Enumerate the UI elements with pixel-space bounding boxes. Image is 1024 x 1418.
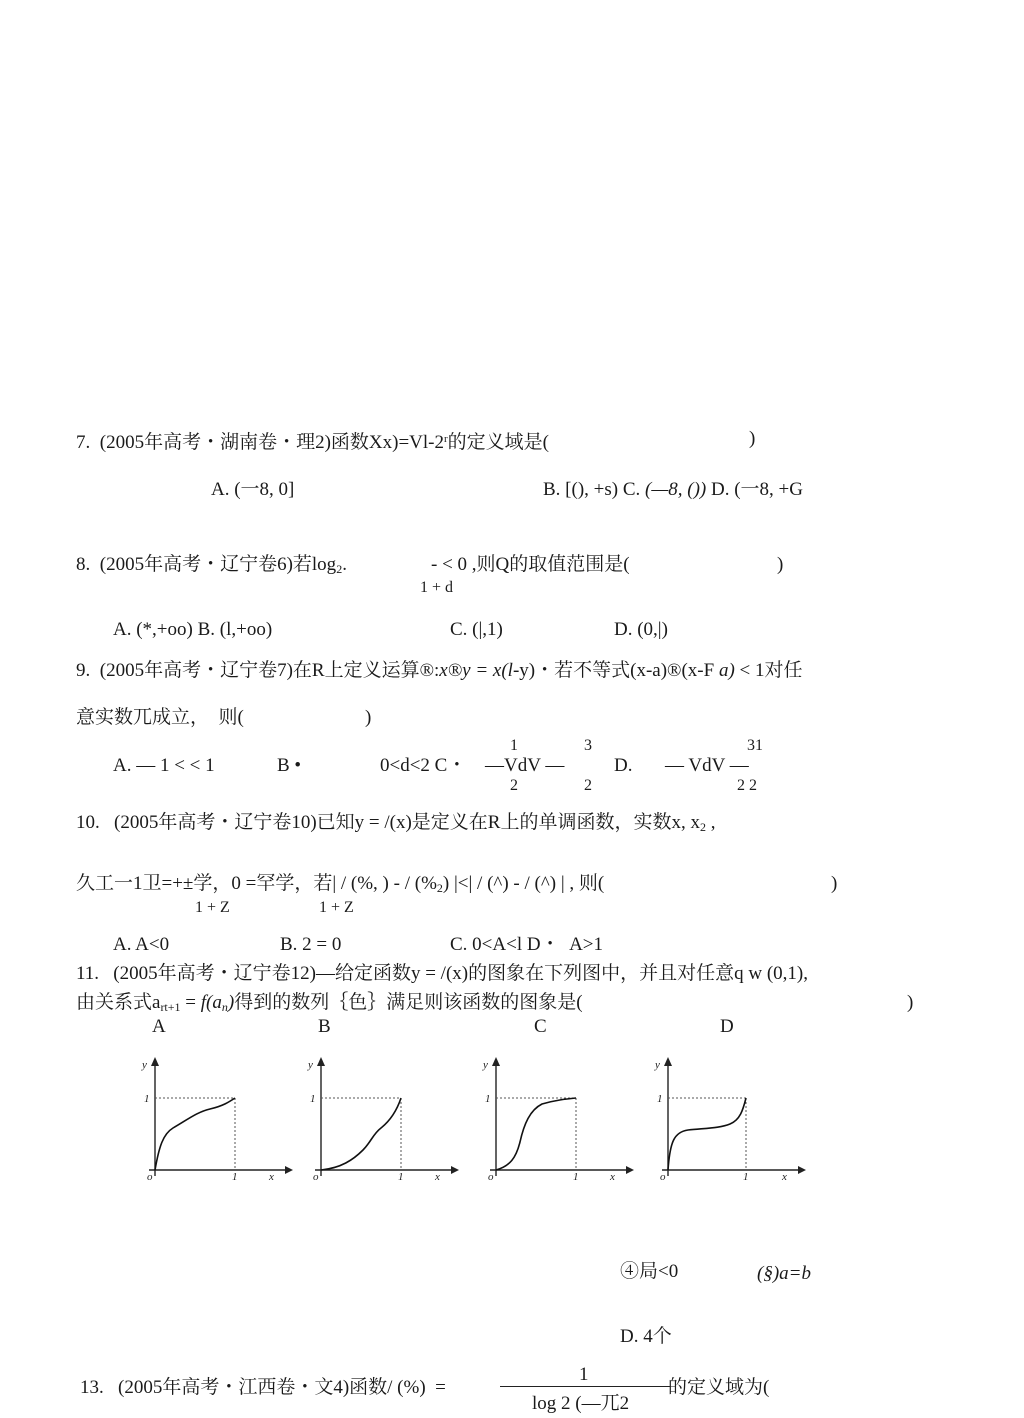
q12-option-d: D. 4个	[620, 1326, 672, 1347]
q8-stem-tail: - < 0 ,则Q的取值范围是(	[431, 554, 630, 575]
q7-stem: 7. (2005年高考・湖南卷・理2)函数$Xx)=Vl-2^r$的定义域是(	[76, 432, 549, 453]
graph-c-one-label: 1	[485, 1093, 491, 1105]
q12-item-5: (§)a=b	[757, 1263, 811, 1284]
q9-frac-top-3: 3	[584, 737, 592, 754]
q9-option-d-label: D.	[614, 755, 633, 776]
q10-option-b: B. 2 = 0	[280, 934, 342, 955]
q9-frac-top-1: 1	[510, 737, 518, 754]
q7-option-a: A. (一8, 0]	[211, 479, 295, 500]
graph-a-x-tick-label: 1	[232, 1171, 238, 1182]
graph-label-a: A	[152, 1016, 166, 1037]
q8-options-ab: A. (*,+oo) B. (l,+oo)	[113, 619, 273, 640]
q10-frac2-denominator: 1 + Z	[319, 899, 354, 916]
q13-stem-tail: 的定义域为(	[668, 1377, 770, 1398]
q8-stem: 8. (2005年高考・辽宁卷6)若$\log_2$.	[76, 554, 347, 576]
q9-option-a: A. — 1 < < 1	[113, 755, 215, 776]
q12-item-4: ④局<0	[620, 1261, 679, 1282]
q9-frac-top-31: 31	[747, 737, 763, 754]
q8-fraction-denominator: 1 + d	[420, 579, 454, 596]
q10-options-cd: C. 0<A<l D・ A>1	[450, 934, 604, 955]
graph-d-y-axis-label: y	[655, 1059, 660, 1071]
graph-d-one-label: 1	[657, 1093, 663, 1105]
graph-b-one-label: 1	[310, 1093, 316, 1105]
graph-b-x-tick-label: 1	[398, 1171, 404, 1182]
q9-option-d-body: — VdV —	[665, 755, 749, 776]
q8-option-c: C. (|,1)	[450, 619, 503, 640]
graph-a-origin-label: o	[147, 1171, 153, 1182]
q9-option-b-label: B •	[277, 755, 302, 776]
graph-a-y-axis-label: y	[142, 1059, 147, 1071]
q10-stem-line2: 久工一1卫=+±学，0 =罕学，若| / (%, ) - / $(\%_2)$ |<| / (^) - / (^) | , 则(	[76, 873, 605, 895]
q9-frac-bottom-22: 2 2	[737, 777, 757, 794]
q9-frac-bottom-2a: 2	[510, 777, 518, 794]
graph-label-d: D	[720, 1016, 734, 1037]
graph-label-c: C	[534, 1016, 547, 1037]
q7-options-bcd: B. [(), +s) C. (—8, ()) D. (一8, +G	[543, 479, 803, 500]
graph-c-y-axis-label: y	[483, 1059, 488, 1071]
graph-a-one-label: 1	[144, 1093, 150, 1105]
q8-close-paren: )	[777, 554, 784, 575]
graph-b-origin-label: o	[313, 1171, 319, 1182]
q13-fraction-numerator: 1	[579, 1364, 589, 1385]
graph-b-y-axis-label: y	[308, 1059, 313, 1071]
q10-option-a: A. A<0	[113, 934, 170, 955]
graph-d-origin-label: o	[660, 1171, 666, 1182]
q10-frac1-denominator: 1 + Z	[195, 899, 230, 916]
graph-c-x-axis-label: x	[610, 1171, 615, 1182]
graph-d-x-tick-label: 1	[743, 1171, 749, 1182]
q9-stem-line2: 意实数兀成立， 则(	[76, 707, 244, 728]
graph-b[interactable]	[301, 1052, 461, 1182]
graph-c[interactable]	[476, 1052, 636, 1182]
q9-option-c-body: —VdV —	[485, 755, 565, 776]
q13-fraction-bar	[500, 1386, 670, 1387]
q11-close-paren: )	[907, 992, 914, 1013]
q9-option-b-body: 0<d<2 C・	[380, 755, 467, 776]
q11-stem: 11. (2005年高考・辽宁卷12)—给定函数y = /(x)的图象在下列图中，并且对任意q w (0,1),	[76, 963, 808, 984]
graph-a[interactable]	[135, 1052, 295, 1182]
q13-stem: 13. (2005年高考・江西卷・文4)函数/ (%) =	[80, 1377, 446, 1398]
graph-a-x-axis-label: x	[269, 1171, 274, 1182]
q13-fraction-denominator: log 2 (—兀2	[532, 1393, 630, 1414]
graph-c-x-tick-label: 1	[573, 1171, 579, 1182]
q9-close-paren: )	[365, 707, 372, 728]
q9-stem: 9. (2005年高考・辽宁卷7)在R上定义运算®:x®y = x(l-y)・若不等式(x-a)®(x-F a) < 1对任	[76, 660, 803, 681]
graph-c-origin-label: o	[488, 1171, 494, 1182]
q10-stem: 10. (2005年高考・辽宁卷10)已知y = /(x)是定义在R上的单调函数，实数x, $x_2$ ,	[76, 812, 716, 834]
q9-frac-bottom-2b: 2	[584, 777, 592, 794]
q8-option-d: D. (0,|)	[614, 619, 668, 640]
q11-stem-line2: 由关系式$a_{rt+1} = f(a_n)$得到的数列｛色｝满足则该函数的图象是(	[76, 992, 583, 1014]
q10-close-paren: )	[831, 873, 838, 894]
graph-d[interactable]	[648, 1052, 808, 1182]
graph-label-b: B	[318, 1016, 331, 1037]
graph-b-x-axis-label: x	[435, 1171, 440, 1182]
q7-close-paren: )	[749, 428, 756, 449]
graph-d-x-axis-label: x	[782, 1171, 787, 1182]
